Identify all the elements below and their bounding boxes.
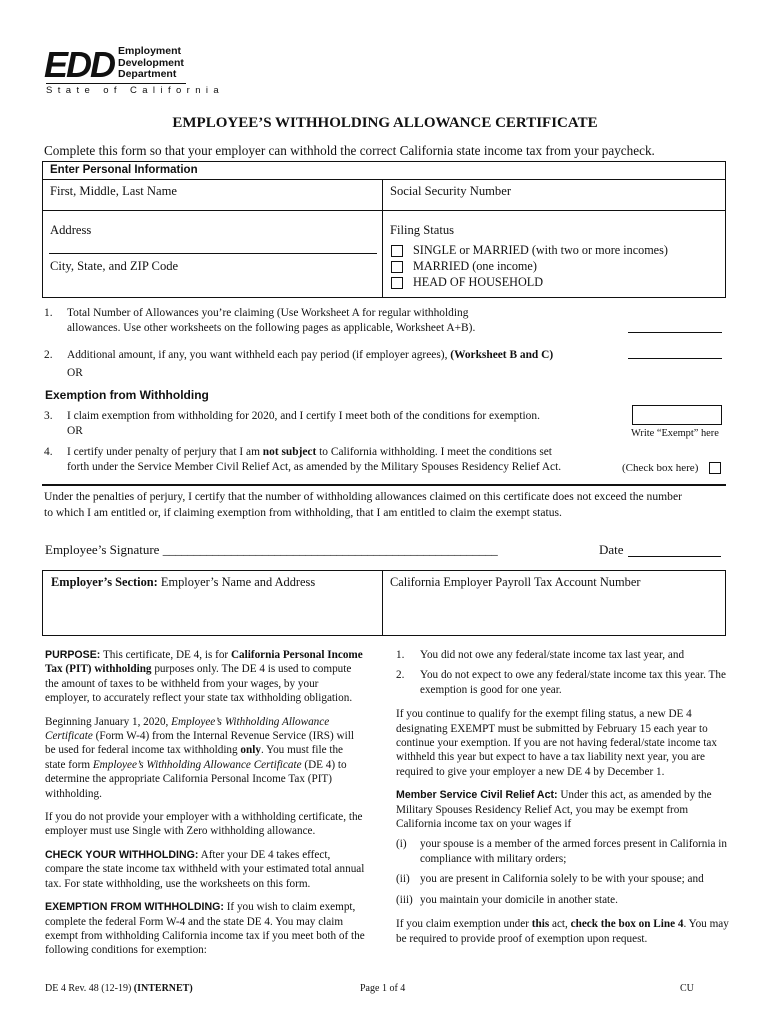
ssn-field[interactable]: Social Security Number xyxy=(390,184,512,198)
line-number: 1. xyxy=(44,307,53,319)
purpose-paragraph: PURPOSE: This certificate, DE 4, is for California Personal Income Tax (PIT) withholding purposes only. The DE 4 is used to compute the amount of taxes to be withheld from your wages, by your employer, to accurately reflect your state tax withholding obligation. xyxy=(45,649,363,705)
address-field[interactable]: Address xyxy=(50,223,92,237)
line-1-text: Total Number of Allowances you’re claiming (Use Worksheet A for regular withholding allowances. Use other worksheets on the following pages as applicable, Worksheet A+B). xyxy=(67,307,476,334)
divider xyxy=(42,210,726,211)
or-label: OR xyxy=(67,367,83,379)
filing-married-checkbox[interactable] xyxy=(391,261,403,273)
form-code: CU xyxy=(680,983,694,994)
continue-qualify-paragraph: If you continue to qualify for the exempt filing status, a new DE 4 designating EXEMPT must be submitted by February 15 each year to continue your exemption. If you are not having federal/state income tax withheld this year but expect to have a tax liability next year, you are required to give your employer a new DE 4 by December 1. xyxy=(396,708,717,778)
form-id: DE 4 Rev. 48 (12-19) (INTERNET) xyxy=(45,983,193,994)
personal-info-header: Enter Personal Information xyxy=(42,161,726,180)
beginning-paragraph: Beginning January 1, 2020, Employee’s Withholding Allowance Certificate (Form W-4) from the Internal Revenue Service (IRS) will be used for federal income tax withholding only. You must file the state form Employee’s Withholding Allowance Certificate (DE 4) to determine the appropriate California Personal Income Tax (PIT) withholding. xyxy=(45,715,354,800)
filing-option-label: MARRIED (one income) xyxy=(413,259,537,273)
filing-status-label: Filing Status xyxy=(390,223,455,237)
signature-line[interactable]: ______________________________________________________ xyxy=(162,542,498,557)
filing-single-checkbox[interactable] xyxy=(391,245,403,257)
claim-exemption-paragraph: If you claim exemption under this act, check the box on Line 4. You may be required to provide proof of exemption upon request. xyxy=(396,918,729,945)
signature-label: Employee’s Signature ______________________________________________________ xyxy=(45,542,498,557)
no-certificate-paragraph: If you do not provide your employer with a withholding certificate, the employer must use Single with Zero withholding allowance. xyxy=(45,811,363,838)
line-3-text: I claim exemption from withholding for 2020, and I certify I meet both of the conditions for exemption. OR xyxy=(67,410,540,437)
city-state-zip-field[interactable]: City, State, and ZIP Code xyxy=(50,259,179,273)
instructions-left-column xyxy=(45,648,365,967)
date-label: Date xyxy=(599,542,624,557)
line-4-text: I certify under penalty of perjury that I am not subject to California withholding. I meet the conditions set forth under the Service Member Civil Relief Act, as amended by the Military Spouses Residency Relief Act. xyxy=(67,446,562,473)
divider xyxy=(49,253,377,254)
divider xyxy=(382,570,383,636)
line-number: 3. xyxy=(44,410,53,422)
form-intro: Complete this form so that your employer can withhold the correct California state income tax from your paycheck. xyxy=(44,143,655,158)
filing-head-checkbox[interactable] xyxy=(391,277,403,289)
condition-2: 2. You do not expect to owe any federal/state income tax this year. The exemption is good for one year. xyxy=(396,669,726,696)
name-field[interactable]: First, Middle, Last Name xyxy=(50,184,177,198)
filing-option-label: SINGLE or MARRIED (with two or more incomes) xyxy=(413,243,668,257)
line-1-input[interactable] xyxy=(628,332,722,333)
condition-1: 1. You did not owe any federal/state income tax last year, and xyxy=(396,649,685,661)
edd-logo xyxy=(44,44,225,96)
employer-account-field[interactable]: California Employer Payroll Tax Account Number xyxy=(390,575,641,589)
line-number: 2. xyxy=(44,349,53,361)
date-input[interactable] xyxy=(628,556,721,557)
check-box-here-label: (Check box here) xyxy=(622,462,699,474)
exemption-paragraph: EXEMPTION FROM WITHHOLDING: If you wish to claim exempt, complete the federal Form W-4 and the state DE 4. You may claim exempt from withholding California income tax if you meet both of the following conditions for exemption: xyxy=(45,901,365,957)
line-4-checkbox[interactable] xyxy=(709,462,721,474)
logo-state: State of California xyxy=(46,85,225,96)
line-number: 4. xyxy=(44,446,53,458)
logo-mark: EDD xyxy=(44,44,115,85)
page-number: Page 1 of 4 xyxy=(360,983,406,994)
filing-option-label: HEAD OF HOUSEHOLD xyxy=(413,275,543,289)
check-withholding-paragraph: CHECK YOUR WITHHOLDING: After your DE 4 takes effect, compare the state income tax withheld with your estimated total annual tax. For state withholding, use the worksheets on this form. xyxy=(45,848,365,890)
line-2-input[interactable] xyxy=(628,358,722,359)
relief-condition-iii: (iii) you maintain your domicile in another state. xyxy=(396,893,618,906)
divider xyxy=(42,484,726,486)
line-2-text: Additional amount, if any, you want withheld each pay period (if employer agrees), (Worksheet B and C) xyxy=(67,349,554,361)
logo-text: Employment Development Department xyxy=(118,45,184,80)
relief-condition-i: (i) your spouse is a member of the armed forces present in California in compliance with military orders; xyxy=(396,838,727,865)
exempt-input-box[interactable] xyxy=(632,405,722,425)
relief-condition-ii: (ii) you are present in California solely to be with your spouse; and xyxy=(396,873,704,886)
relief-act-paragraph: Member Service Civil Relief Act: Under this act, as amended by the Military Spouses Residency Relief Act, you may be exempt from California income tax on your wages if xyxy=(396,789,712,831)
employer-name-field[interactable]: Employer’s Section: Employer’s Name and Address xyxy=(51,575,316,589)
write-exempt-label: Write “Exempt” here xyxy=(631,428,719,439)
perjury-statement: Under the penalties of perjury, I certify that the number of withholding allowances claimed on this certificate does not exceed the number to which I am entitled or, if claiming exemption from withholding, that I am entitled to claim the exempt status. xyxy=(44,490,682,519)
exemption-heading: Exemption from Withholding xyxy=(45,388,209,402)
form-title: EMPLOYEE’S WITHHOLDING ALLOWANCE CERTIFICATE xyxy=(172,115,598,131)
divider xyxy=(382,180,383,298)
instructions-right-column xyxy=(396,648,731,955)
